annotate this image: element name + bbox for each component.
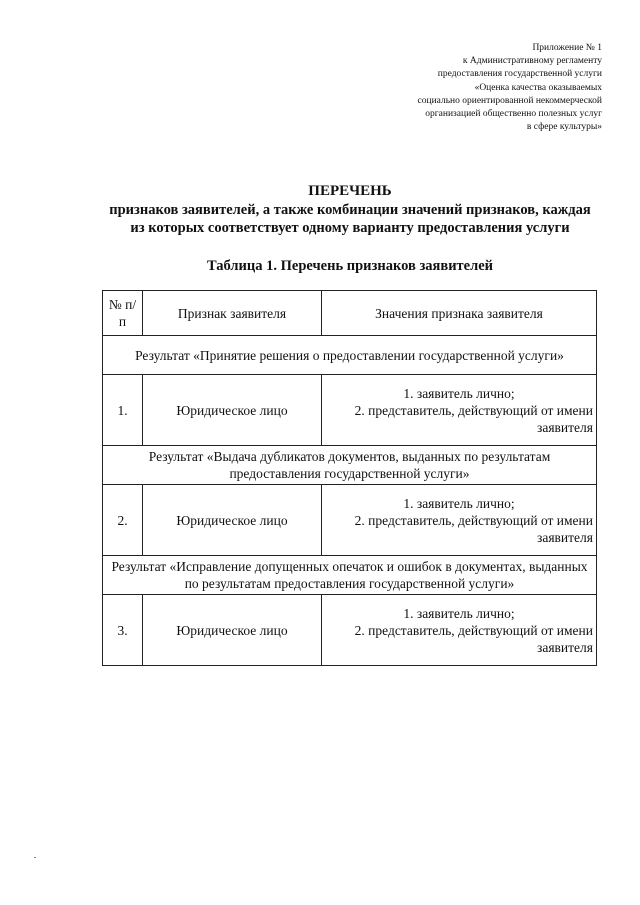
table-row [103,375,597,446]
value-item: 1. заявитель лично; [403,605,515,621]
row-values [322,375,597,446]
result-cell: Результат «Исправление допущенных опечаток и ошибок в документах, выданных по результатам предоставления государственной услуги» [103,556,597,595]
scan-speck [34,857,36,858]
applicant-signs-table [102,290,597,666]
appendix-line: «Оценка качества оказываемых [474,82,602,93]
title-subtitle-line: из которых соответствует одному варианту предоставления услуги [130,220,570,236]
appendix-line: в сфере культуры» [526,122,602,133]
table-row [103,485,597,556]
row-sign: Юридическое лицо [143,595,322,666]
title-main: ПЕРЕЧЕНЬ [308,183,392,199]
title-subtitle-line: признаков заявителей, а также комбинации значений признаков, каждая [109,202,591,218]
appendix-line: к Административному регламенту [462,56,602,67]
row-values [322,595,597,666]
row-num: 1. [103,375,143,446]
appendix-line: организацией общественно полезных услуг [425,109,602,120]
table-row [103,595,597,666]
row-sign: Юридическое лицо [143,485,322,556]
value-item: 2. представитель, действующий от имени заявителя [354,622,593,655]
appendix-header [418,42,602,134]
row-values [322,485,597,556]
header-num: № п/п [103,291,143,336]
document-title [60,181,640,237]
result-row [103,446,597,485]
appendix-line: Приложение № 1 [532,43,602,53]
value-item: 2. представитель, действующий от имени заявителя [354,512,593,545]
row-num: 3. [103,595,143,666]
appendix-line: предоставления государственной услуги [437,69,602,80]
row-sign: Юридическое лицо [143,375,322,446]
value-item: 2. представитель, действующий от имени заявителя [354,402,593,435]
header-values: Значения признака заявителя [322,291,597,336]
table-header-row [103,291,597,336]
appendix-line: социально ориентированной некоммерческой [417,95,602,106]
header-sign: Признак заявителя [143,291,322,336]
table-caption: Таблица 1. Перечень признаков заявителей [206,258,494,274]
value-item: 1. заявитель лично; [403,385,515,401]
result-cell: Результат «Выдача дубликатов документов, выданных по результатам предоставления государственной услуги» [103,446,597,485]
result-cell: Результат «Принятие решения о предоставлении государственной услуги» [103,336,597,375]
result-row [103,556,597,595]
row-num: 2. [103,485,143,556]
result-row [103,336,597,375]
value-item: 1. заявитель лично; [403,495,515,511]
